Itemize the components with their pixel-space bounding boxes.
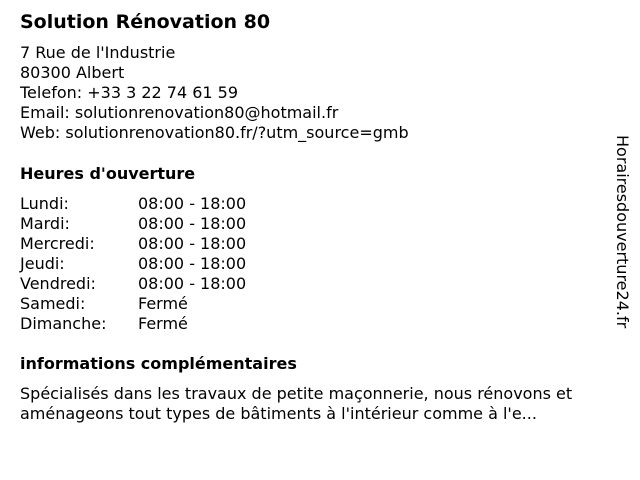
hours-day: Mardi: xyxy=(20,214,70,233)
website-url[interactable]: Web: solutionrenovation80.fr/?utm_source=gmb xyxy=(20,123,409,142)
hours-day: Dimanche: xyxy=(20,314,107,333)
hours-row-saturday xyxy=(20,294,246,314)
hours-row-tuesday xyxy=(20,214,246,234)
opening-hours-table xyxy=(20,194,246,334)
hours-day: Vendredi: xyxy=(20,274,96,293)
hours-day: Samedi: xyxy=(20,294,86,313)
business-name: Solution Rénovation 80 xyxy=(20,11,271,33)
email-address[interactable]: Email: solutionrenovation80@hotmail.fr xyxy=(20,103,339,122)
additional-info-heading: informations complémentaires xyxy=(20,354,297,373)
hours-time: Fermé xyxy=(138,294,188,313)
hours-row-friday xyxy=(20,274,246,294)
hours-time: 08:00 - 18:00 xyxy=(138,254,247,273)
hours-row-wednesday xyxy=(20,234,246,254)
hours-row-thursday xyxy=(20,254,246,274)
additional-info-text: Spécialisés dans les travaux de petite maçonnerie, nous rénovons et aménageons tout types de bâtiments à l'intérieur comme à l'e... xyxy=(20,384,573,423)
phone-number[interactable]: Telefon: +33 3 22 74 61 59 xyxy=(20,83,239,102)
hours-time: Fermé xyxy=(138,314,188,333)
hours-day: Jeudi: xyxy=(20,254,65,273)
address-city: 80300 Albert xyxy=(20,63,125,82)
hours-time: 08:00 - 18:00 xyxy=(138,234,247,253)
address-street: 7 Rue de l'Industrie xyxy=(20,43,176,62)
hours-time: 08:00 - 18:00 xyxy=(138,214,247,233)
hours-day: Lundi: xyxy=(20,194,69,213)
contact-block xyxy=(20,43,409,143)
opening-hours-heading: Heures d'ouverture xyxy=(20,164,196,183)
hours-row-monday xyxy=(20,194,246,214)
site-brand-vertical[interactable]: Horairesdouverture24.fr xyxy=(613,135,632,329)
hours-time: 08:00 - 18:00 xyxy=(138,194,247,213)
hours-time: 08:00 - 18:00 xyxy=(138,274,247,293)
hours-day: Mercredi: xyxy=(20,234,95,253)
hours-row-sunday xyxy=(20,314,246,334)
